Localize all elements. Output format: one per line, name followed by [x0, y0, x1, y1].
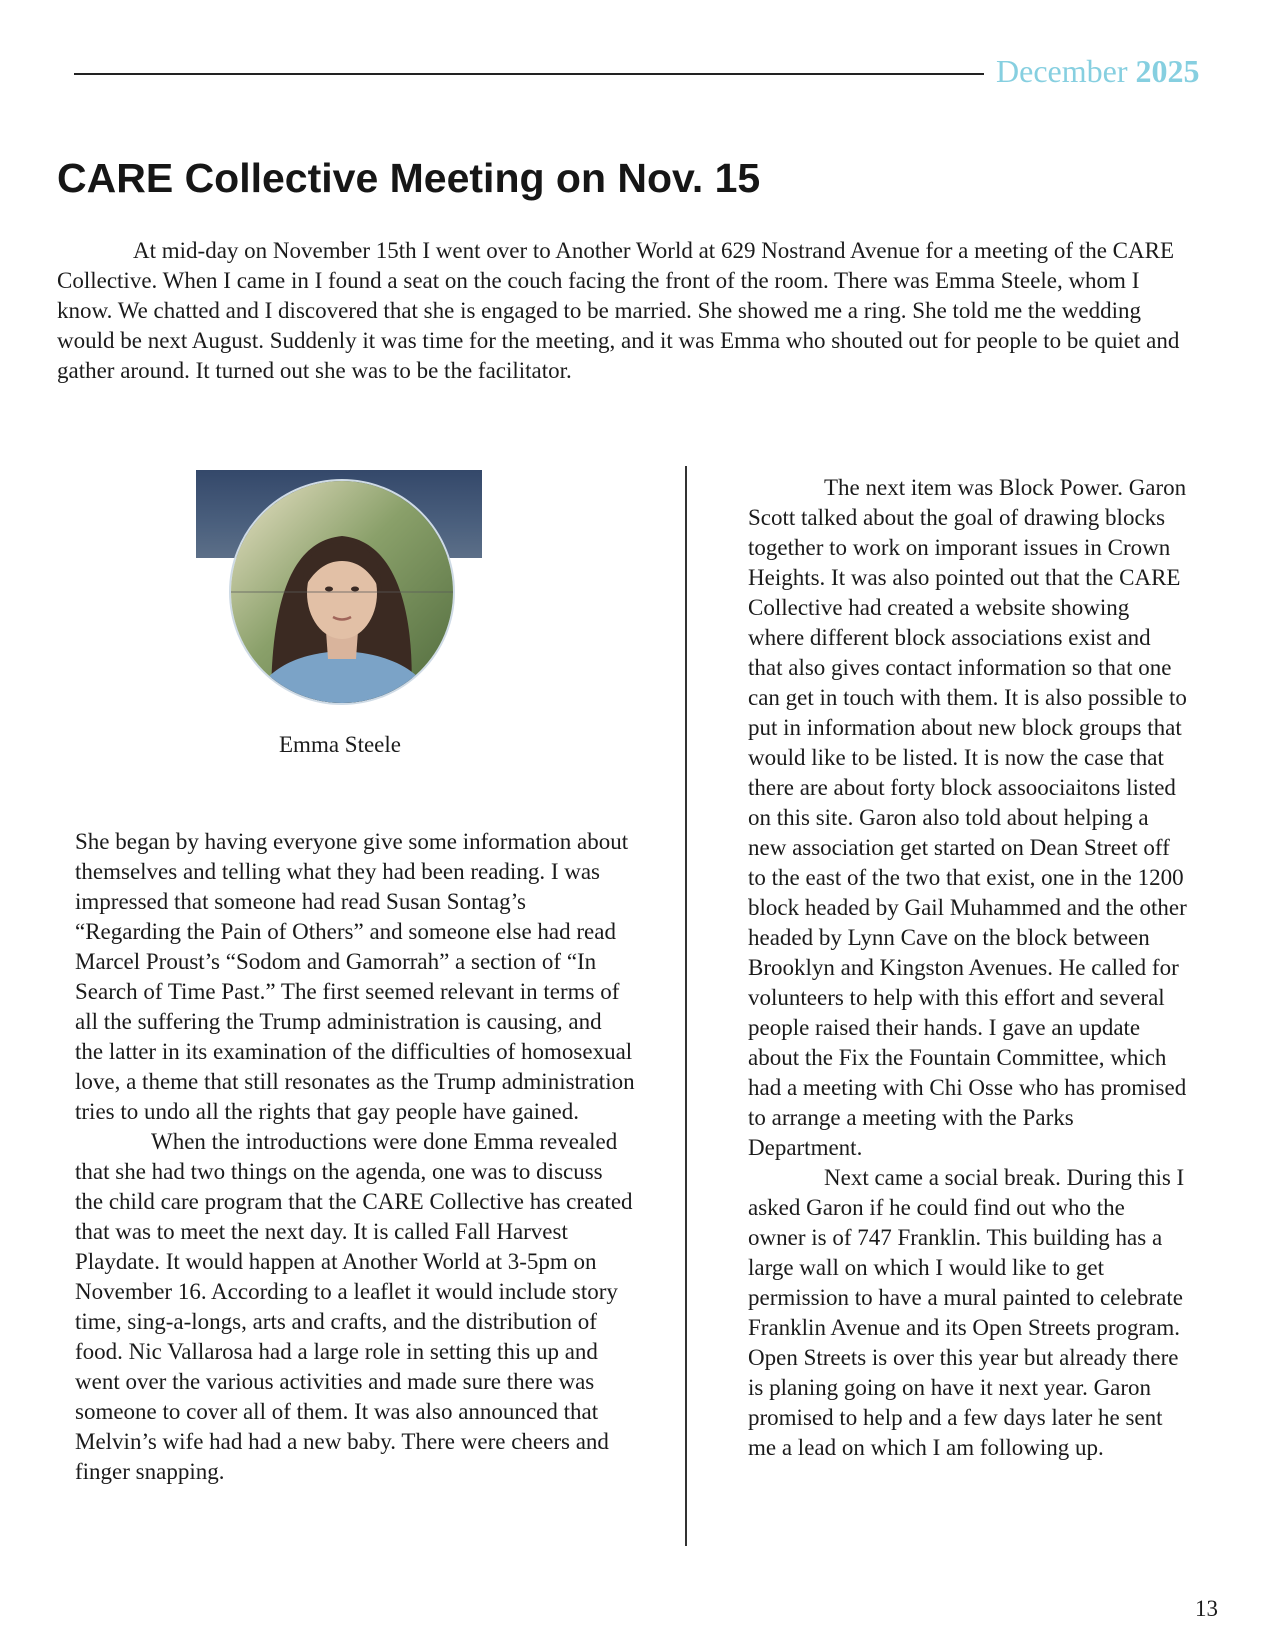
right-paragraph-1: The next item was Block Power. Garon Scott talked about the goal of drawing blocks together to work on imporant issues in Crown Heights. It was also pointed out that the CARE Collective had created a website showing where different block associations exist and that also gives contact information so that one can get in touch with them. It is also possible to put in information about new block groups that would like to be listed. It is now the case that there are about forty block assoociaitons listed on this site. Garon also told about helping a new association get started on Dean Street off to the east of the two that exist, one in the 1200 block headed by Gail Muhammed and the other headed by Lynn Cave on the block between Brooklyn and Kingston Avenues. He called for volunteers to help with this effort and several people raised their hands. I gave an update about the Fix the Fountain Committee, which had a meeting with Chi Osse who has promised to arrange a meeting with the Parks Department. — [748, 475, 1187, 1160]
right-paragraph-2: Next came a social break. During this I asked Garon if he could find out who the owner is of 747 Franklin. This building has a large wall on which I would like to get permission to have a mural painted to celebrate Franklin Avenue and its Open Streets program. Open Streets is over this year but already there is planing going on have it next year. Garon promised to help and a few days later he sent me a lead on which I am following up. — [748, 1165, 1185, 1460]
left-paragraph-2: When the introductions were done Emma revealed that she had two things on the agenda, one was to discuss the child care program that the CARE Collective has created that was to meet the next day. It is called Fall Harvest Playdate. It would happen at Another World at 3-5pm on November 16. According to a leaflet it would include story time, sing-a-longs, arts and crafts, and the distribution of food. Nic Vallarosa had a large role in setting this up and went over the various activities and made sure there was someone to cover all of them. It was also announced that Melvin’s wife had had a new baby. There were cheers and finger snapping. — [75, 1129, 633, 1484]
column-divider — [685, 466, 687, 1546]
right-column — [748, 473, 1188, 1463]
emma-steele-photo — [196, 470, 486, 710]
photo-caption: Emma Steele — [279, 732, 401, 757]
left-paragraph-1: She began by having everyone give some information about themselves and telling what they had been reading. I was impressed that someone had read Susan Sontag’s “Regarding the Pain of Others” and someone else had read Marcel Proust’s “Sodom and Gamorrah” a section of “In Search of Time Past.” The first seemed relevant in terms of all the suffering the Trump administration is causing, and the latter in its examination of the difficulties of homosexual love, a theme that still resonates as the Trump administration tries to undo all the rights that gay people have gained. — [75, 829, 635, 1124]
portrait-circle — [229, 479, 455, 705]
header-rule — [74, 73, 984, 75]
issue-date — [996, 53, 1199, 90]
page-number: 13 — [1195, 1596, 1218, 1621]
left-column — [75, 827, 635, 1487]
issue-month: December — [996, 53, 1128, 89]
issue-year: 2025 — [1135, 53, 1200, 89]
article-title: CARE Collective Meeting on Nov. 15 — [57, 155, 761, 201]
intro-paragraph: At mid-day on November 15th I went over to Another World at 629 Nostrand Avenue for a meeting of the CARE Collective. When I came in I found a seat on the couch facing the front of the room. There was Emma Steele, whom I know. We chatted and I discovered that she is engaged to be married. She showed me a ring. She told me the wedding would be next August. Suddenly it was time for the meeting, and it was Emma who shouted out for people to be quiet and gather around. It turned out she was to be the facilitator. — [57, 238, 1180, 383]
portrait-icon — [231, 481, 453, 703]
